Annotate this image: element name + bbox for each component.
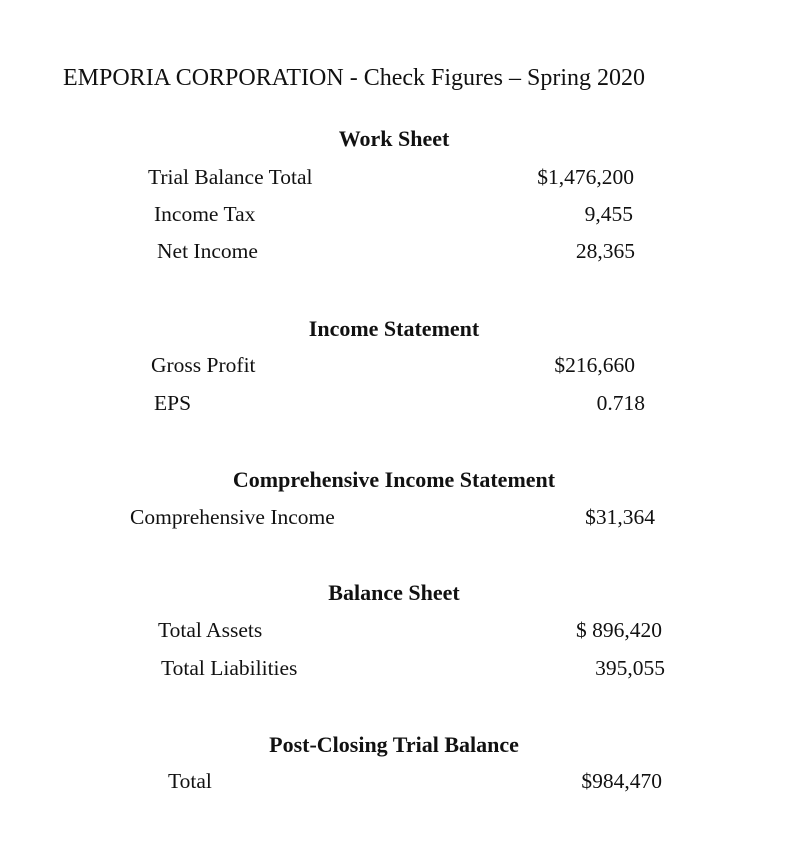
row-label-total: Total xyxy=(168,769,212,793)
row-value-gross-profit: $216,660 xyxy=(554,353,635,377)
row-value-income-tax: 9,455 xyxy=(584,202,633,226)
row-value-total-assets: $ 896,420 xyxy=(576,618,662,642)
row-label-trial-balance-total: Trial Balance Total xyxy=(148,165,313,189)
row-label-total-liabilities: Total Liabilities xyxy=(161,656,298,680)
section-heading-post-closing-trial-balance: Post-Closing Trial Balance xyxy=(269,732,519,757)
row-value-total-liabilities: 395,055 xyxy=(595,656,665,680)
row-label-comprehensive-income: Comprehensive Income xyxy=(130,505,335,529)
row-label-net-income: Net Income xyxy=(157,239,258,263)
row-label-gross-profit: Gross Profit xyxy=(151,353,256,377)
section-heading-income-statement: Income Statement xyxy=(308,316,480,341)
row-value-eps: 0.718 xyxy=(596,391,645,415)
document-title: EMPORIA CORPORATION - Check Figures – Spring 2020 xyxy=(63,65,646,91)
row-value-trial-balance-total: $1,476,200 xyxy=(537,165,634,189)
section-heading-balance-sheet: Balance Sheet xyxy=(328,580,460,605)
section-heading-comprehensive-income-statement: Comprehensive Income Statement xyxy=(232,467,556,492)
row-label-total-assets: Total Assets xyxy=(158,618,263,642)
section-heading-work-sheet: Work Sheet xyxy=(338,126,450,151)
row-value-net-income: 28,365 xyxy=(575,239,635,263)
row-value-total: $984,470 xyxy=(581,769,662,793)
row-value-comprehensive-income: $31,364 xyxy=(585,505,655,529)
row-label-eps: EPS xyxy=(154,391,192,415)
row-label-income-tax: Income Tax xyxy=(154,202,256,226)
